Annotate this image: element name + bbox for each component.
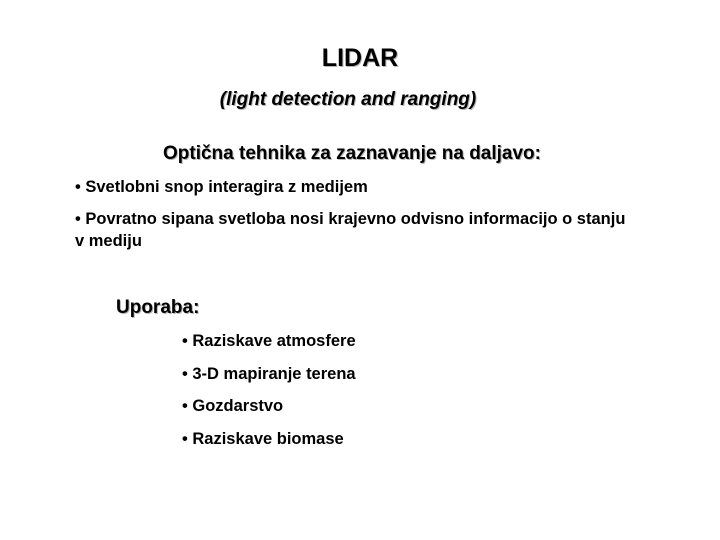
section-heading: Optična tehnika za zaznavanje na daljavo: (162, 143, 541, 164)
usage-heading: Uporaba: (116, 297, 200, 318)
list-item: • Raziskave biomase (182, 429, 344, 448)
list-item: • Raziskave atmosfere (182, 332, 356, 350)
list-item: • 3-D mapiranje terena (182, 364, 356, 383)
bullet-item: • Povratno sipana svetloba nosi krajevno odvisno informacijo o stanju v mediju (75, 210, 626, 250)
slide-title: LIDAR (321, 44, 399, 72)
slide-subtitle: (light detection and ranging) (219, 89, 477, 110)
bullet-item: • Svetlobni snop interagira z medijem (75, 178, 368, 196)
list-item: • Gozdarstvo (182, 397, 284, 415)
usage-list (182, 330, 356, 460)
